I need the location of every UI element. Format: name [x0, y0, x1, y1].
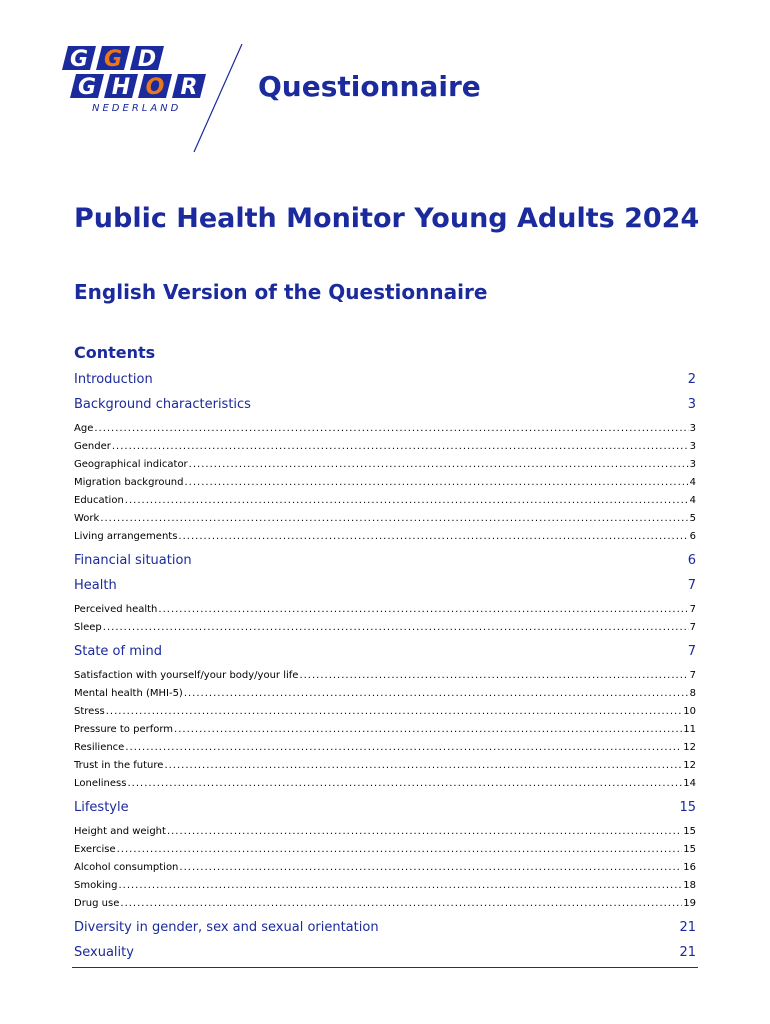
- toc-subentry-page: 7: [689, 670, 696, 681]
- ggd-ghor-logo: [58, 44, 248, 154]
- toc-subentry-page: 12: [683, 760, 696, 771]
- toc-entry-title: Lifestyle: [74, 800, 129, 815]
- toc-subentry-title: Trust in the future: [74, 760, 164, 771]
- toc-entry[interactable]: [74, 642, 696, 662]
- dot-leader: [125, 739, 682, 757]
- dot-leader: [118, 877, 682, 895]
- toc-subentry-page: 8: [689, 688, 696, 699]
- dot-leader: [178, 528, 688, 546]
- toc-subentry-title: Loneliness: [74, 778, 127, 789]
- toc-subentry-title: Resilience: [74, 742, 125, 753]
- toc-entry[interactable]: [74, 943, 696, 963]
- toc-subentry-page: 15: [683, 844, 696, 855]
- toc-subentry-page: 6: [689, 531, 696, 542]
- dot-leader: [112, 438, 689, 456]
- toc-subentry-page: 14: [683, 778, 696, 789]
- toc-entry-page: 21: [679, 920, 696, 935]
- dot-leader: [103, 619, 689, 637]
- toc-subentry[interactable]: [74, 667, 696, 685]
- dot-leader: [125, 492, 689, 510]
- toc-entry-page: 15: [679, 800, 696, 815]
- toc-subentry-title: Stress: [74, 706, 105, 717]
- toc-entry[interactable]: [74, 576, 696, 596]
- toc-entry-page: 7: [687, 578, 696, 593]
- toc-entry-page: 21: [679, 945, 696, 960]
- logo-graphic: [58, 44, 248, 154]
- toc-entry-page: 7: [687, 644, 696, 659]
- toc-section: [74, 798, 696, 918]
- toc-subentry-title: Mental health (MHI-5): [74, 688, 183, 699]
- toc-subentry-page: 3: [689, 423, 696, 434]
- dot-leader: [120, 895, 682, 913]
- toc-entry[interactable]: [74, 918, 696, 938]
- dot-leader: [94, 420, 688, 438]
- toc-entry-title: Background characteristics: [74, 397, 251, 412]
- toc-subentry-page: 19: [683, 898, 696, 909]
- toc-subentry-title: Education: [74, 495, 124, 506]
- toc-subentry-page: 11: [683, 724, 696, 735]
- toc-section: [74, 576, 696, 642]
- toc-subentry-title: Alcohol consumption: [74, 862, 179, 873]
- toc-entry[interactable]: [74, 798, 696, 818]
- logo-letter: G: [77, 75, 97, 100]
- toc-subentry-title: Pressure to perform: [74, 724, 174, 735]
- toc-subentry[interactable]: [74, 739, 696, 757]
- toc-subentry-title: Age: [74, 423, 94, 434]
- toc-subentry-title: Geographical indicator: [74, 459, 188, 470]
- toc-subentry-title: Work: [74, 513, 100, 524]
- toc-subentry-title: Satisfaction with yourself/your body/your life: [74, 670, 299, 681]
- toc-entry-page: 2: [687, 372, 696, 387]
- toc-subentry-page: 3: [689, 441, 696, 452]
- toc-subentry-page: 15: [683, 826, 696, 837]
- footer-divider: [72, 967, 698, 968]
- dot-leader: [184, 474, 688, 492]
- logo-row-2: [70, 74, 206, 100]
- dot-leader: [127, 775, 682, 793]
- toc-entry[interactable]: [74, 395, 696, 415]
- dot-leader: [164, 757, 682, 775]
- logo-letter: D: [137, 47, 157, 72]
- toc-subentry[interactable]: [74, 510, 696, 528]
- toc-section: [74, 370, 696, 390]
- logo-letter: O: [145, 75, 165, 100]
- toc-subentry-title: Migration background: [74, 477, 184, 488]
- toc-section: [74, 918, 696, 938]
- toc-section: [74, 551, 696, 571]
- logo-letter: H: [111, 75, 131, 100]
- dot-leader: [158, 601, 688, 619]
- toc-subentry[interactable]: [74, 685, 696, 703]
- toc-entry-title: Introduction: [74, 372, 153, 387]
- toc-section: [74, 642, 696, 798]
- logo-letter: G: [103, 47, 123, 72]
- toc-entry-title: Financial situation: [74, 553, 192, 568]
- toc-subentry-page: 4: [689, 477, 696, 488]
- toc-subentry-page: 5: [689, 513, 696, 524]
- dot-leader: [299, 667, 688, 685]
- toc-subentry[interactable]: [74, 841, 696, 859]
- toc-subentry-title: Living arrangements: [74, 531, 178, 542]
- toc-subentry-page: 3: [689, 459, 696, 470]
- toc-subentry[interactable]: [74, 528, 696, 546]
- dot-leader: [174, 721, 682, 739]
- toc-section: [74, 943, 696, 963]
- toc-subentry-title: Height and weight: [74, 826, 166, 837]
- toc-subentry[interactable]: [74, 474, 696, 492]
- logo-letter: R: [180, 75, 198, 100]
- logo-divider-slash: [194, 44, 242, 152]
- toc-subentry-title: Smoking: [74, 880, 118, 891]
- toc-subentry[interactable]: [74, 456, 696, 474]
- dot-leader: [117, 841, 683, 859]
- dot-leader: [100, 510, 688, 528]
- toc-subentry[interactable]: [74, 492, 696, 510]
- toc-subentry-title: Sleep: [74, 622, 102, 633]
- dot-leader: [106, 703, 683, 721]
- toc-subentry-page: 7: [689, 604, 696, 615]
- toc-subentry-title: Gender: [74, 441, 111, 452]
- dot-leader: [179, 859, 682, 877]
- toc-subentry[interactable]: [74, 823, 696, 841]
- dot-leader: [189, 456, 689, 474]
- toc-entry-title: Health: [74, 578, 117, 593]
- dot-leader: [167, 823, 682, 841]
- toc-subentry-page: 7: [689, 622, 696, 633]
- logo-row-1: [62, 46, 164, 72]
- toc-entry-title: Sexuality: [74, 945, 134, 960]
- toc-subentry[interactable]: [74, 757, 696, 775]
- logo-nederland: NEDERLAND: [92, 103, 182, 114]
- page-subtitle: English Version of the Questionnaire: [74, 280, 488, 304]
- toc-subentry[interactable]: [74, 895, 696, 913]
- toc-entry-page: 3: [687, 397, 696, 412]
- toc-subentry[interactable]: [74, 601, 696, 619]
- toc-subentry[interactable]: [74, 703, 696, 721]
- document-type-label: Questionnaire: [258, 70, 481, 103]
- toc-subentry-title: Drug use: [74, 898, 120, 909]
- toc-subentry[interactable]: [74, 438, 696, 456]
- contents-heading: Contents: [74, 343, 156, 362]
- toc-entry-title: Diversity in gender, sex and sexual orientation: [74, 920, 379, 935]
- toc-subentry[interactable]: [74, 721, 696, 739]
- toc-entry-title: State of mind: [74, 644, 162, 659]
- page-title: Public Health Monitor Young Adults 2024: [74, 203, 700, 234]
- toc-section: [74, 395, 696, 551]
- toc-subentry[interactable]: [74, 859, 696, 877]
- toc-subentry[interactable]: [74, 877, 696, 895]
- toc-subentry-page: 16: [683, 862, 696, 873]
- toc-entry[interactable]: [74, 551, 696, 571]
- toc-subentry-page: 12: [683, 742, 696, 753]
- toc-subentry[interactable]: [74, 775, 696, 793]
- toc-subentry[interactable]: [74, 619, 696, 637]
- toc-subentry[interactable]: [74, 420, 696, 438]
- toc-subentry-page: 10: [683, 706, 696, 717]
- toc-entry-page: 6: [687, 553, 696, 568]
- toc-subentry-page: 4: [689, 495, 696, 506]
- logo-letter: G: [69, 47, 89, 72]
- table-of-contents: [74, 370, 696, 968]
- toc-subentry-title: Exercise: [74, 844, 116, 855]
- toc-subentry-page: 18: [683, 880, 696, 891]
- toc-subentry-title: Perceived health: [74, 604, 158, 615]
- dot-leader: [184, 685, 689, 703]
- toc-entry[interactable]: [74, 370, 696, 390]
